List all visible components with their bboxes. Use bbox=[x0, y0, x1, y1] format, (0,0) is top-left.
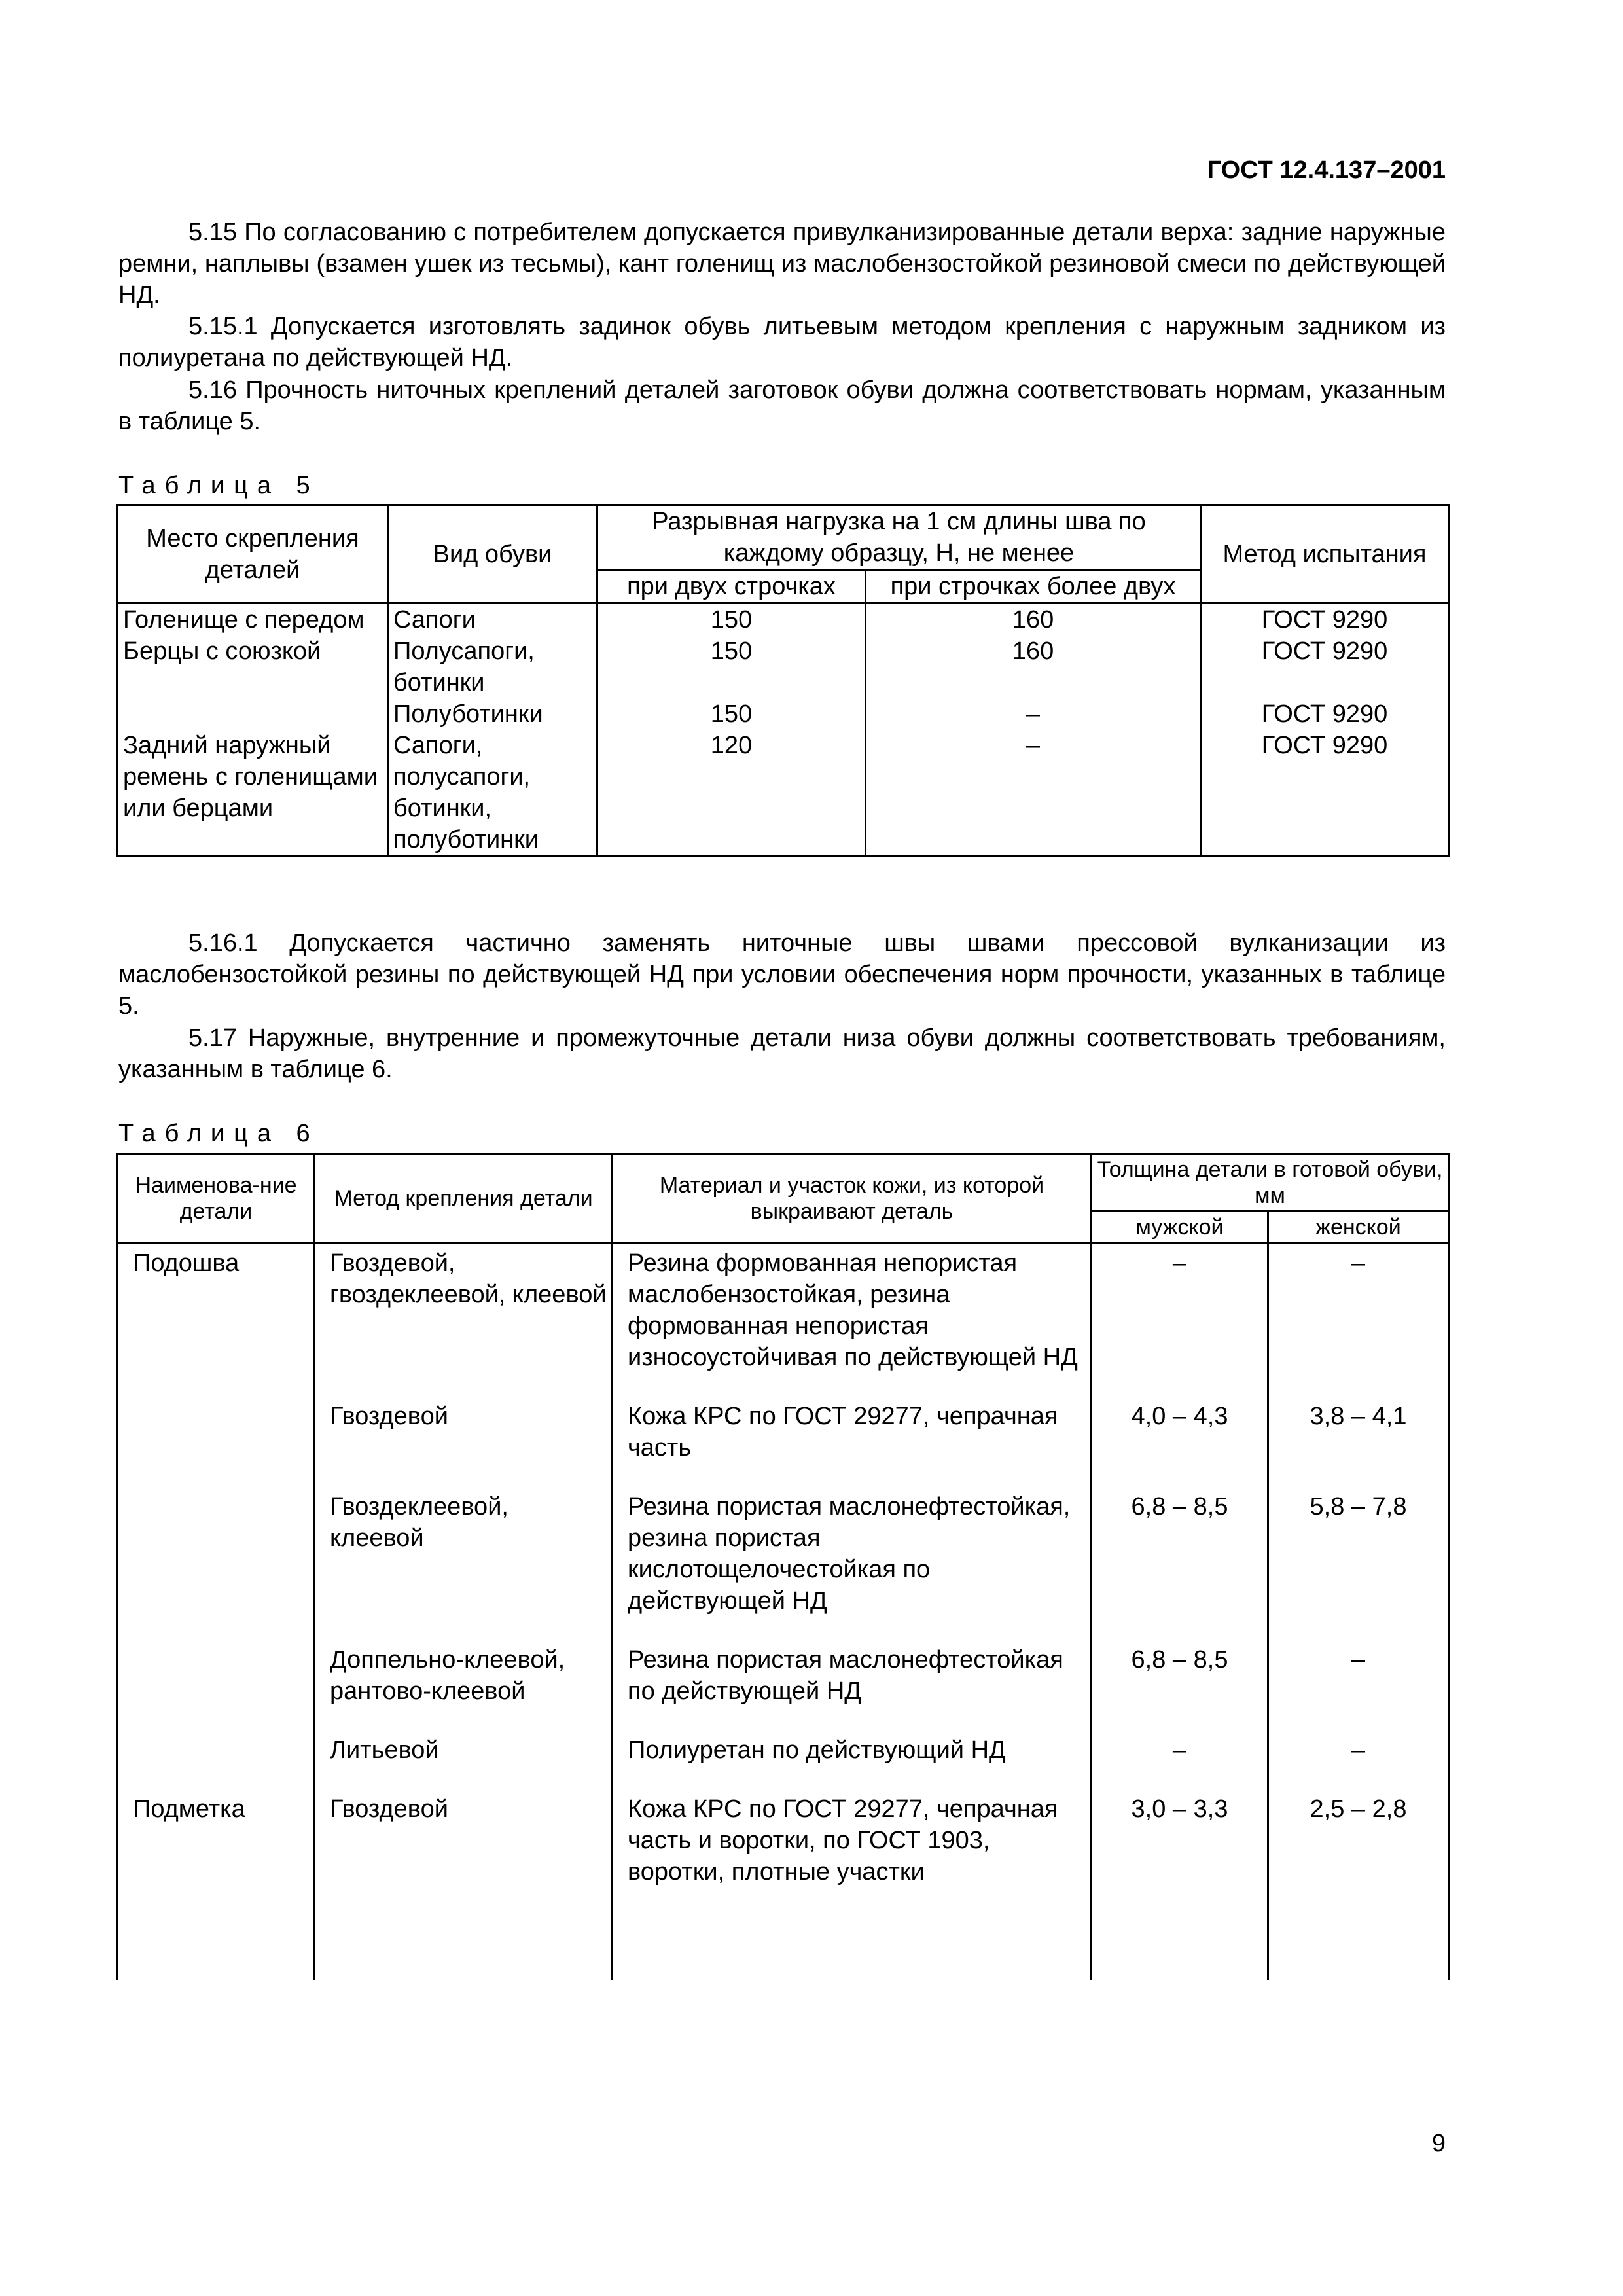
paragraph-5-16-1 bbox=[118, 927, 1446, 1022]
t5-cell-method: ГОСТ 9290 bbox=[1201, 698, 1449, 730]
t6-cell-name: Подметка bbox=[118, 1789, 315, 1980]
t6-cell-female: – bbox=[1268, 1731, 1449, 1789]
t5-cell-method: ГОСТ 9290 bbox=[1201, 636, 1449, 698]
t6-cell-material: Кожа КРС по ГОСТ 29277, чепрачная часть и воротки, по ГОСТ 1903, воротки, плотные участки bbox=[613, 1789, 1092, 1980]
t5-header-method: Метод испытания bbox=[1201, 505, 1449, 603]
t6-cell-method: Гвоздевой bbox=[315, 1789, 613, 1980]
t6-cell-male: 4,0 – 4,3 bbox=[1092, 1397, 1268, 1487]
t5-cell-place: Задний наружный ремень с голенищами или берцами bbox=[118, 730, 388, 857]
paragraph-5-16 bbox=[118, 374, 1446, 437]
t5-cell-more: – bbox=[866, 730, 1201, 857]
t6-cell-male: 3,0 – 3,3 bbox=[1092, 1789, 1268, 1980]
t5-cell-shoe: Полусапоги, ботинки bbox=[388, 636, 597, 698]
t6-cell-female: 2,5 – 2,8 bbox=[1268, 1789, 1449, 1980]
t6-cell-method: Гвоздеклеевой, клеевой bbox=[315, 1487, 613, 1640]
t6-header-method: Метод крепления детали bbox=[315, 1154, 613, 1243]
t6-cell-name: Подошва bbox=[118, 1243, 315, 1397]
paragraph-5-15-1 bbox=[118, 311, 1446, 374]
table-row bbox=[118, 1789, 1449, 1980]
t6-cell-material: Резина формованная непористая маслобензостойкая, резина формованная непористая износоустойчивая по действующей НД bbox=[613, 1243, 1092, 1397]
paragraph-5-15 bbox=[118, 217, 1446, 311]
t6-cell-male: – bbox=[1092, 1731, 1268, 1789]
t5-header-more: при строчках более двух bbox=[866, 570, 1201, 603]
table-row bbox=[118, 1397, 1449, 1487]
document-header: ГОСТ 12.4.137–2001 bbox=[1207, 156, 1446, 184]
t5-cell-more: 160 bbox=[866, 636, 1201, 698]
t5-cell-place: Берцы с союзкой bbox=[118, 636, 388, 698]
t5-cell-more: 160 bbox=[866, 603, 1201, 636]
table-row bbox=[118, 730, 1449, 857]
t6-cell-method: Доппельно-клеевой, рантово-клеевой bbox=[315, 1640, 613, 1731]
table-row bbox=[118, 636, 1449, 698]
paragraph-5-17 bbox=[118, 1022, 1446, 1085]
t5-header-two: при двух строчках bbox=[597, 570, 866, 603]
t6-header-thickness: Толщина детали в готовой обуви, мм bbox=[1092, 1154, 1449, 1211]
t6-cell-name bbox=[118, 1640, 315, 1731]
t6-cell-name bbox=[118, 1397, 315, 1487]
t5-cell-two: 150 bbox=[597, 603, 866, 636]
t6-cell-female: 3,8 – 4,1 bbox=[1268, 1397, 1449, 1487]
t6-cell-material: Кожа КРС по ГОСТ 29277, чепрачная часть bbox=[613, 1397, 1092, 1487]
t5-cell-shoe: Сапоги, полусапоги, ботинки, полуботинки bbox=[388, 730, 597, 857]
t6-header-material: Материал и участок кожи, из которой выкраивают деталь bbox=[613, 1154, 1092, 1243]
t5-cell-shoe: Полуботинки bbox=[388, 698, 597, 730]
page-number: 9 bbox=[1431, 2130, 1446, 2157]
t5-header-load: Разрывная нагрузка на 1 см длины шва по каждому образцу, Н, не менее bbox=[597, 505, 1201, 570]
t6-cell-male: 6,8 – 8,5 bbox=[1092, 1640, 1268, 1731]
table-row bbox=[118, 603, 1449, 636]
t6-header-name: Наименова-ние детали bbox=[118, 1154, 315, 1243]
t6-cell-material: Резина пористая маслонефтестойкая по действующей НД bbox=[613, 1640, 1092, 1731]
t6-cell-male: 6,8 – 8,5 bbox=[1092, 1487, 1268, 1640]
t6-cell-name bbox=[118, 1487, 315, 1640]
table6-caption: Таблица 6 bbox=[118, 1120, 319, 1147]
t6-cell-material: Полиуретан по действующий НД bbox=[613, 1731, 1092, 1789]
t5-cell-place bbox=[118, 698, 388, 730]
t6-header-male: мужской bbox=[1092, 1211, 1268, 1243]
table-row bbox=[118, 1487, 1449, 1640]
t6-cell-method: Гвоздевой bbox=[315, 1397, 613, 1487]
table-5 bbox=[116, 504, 1450, 857]
t5-cell-two: 150 bbox=[597, 698, 866, 730]
t5-cell-more: – bbox=[866, 698, 1201, 730]
t6-cell-method: Гвоздевой, гвоздеклеевой, клеевой bbox=[315, 1243, 613, 1397]
t5-header-shoe: Вид обуви bbox=[388, 505, 597, 603]
table-6 bbox=[116, 1153, 1450, 1980]
table-row bbox=[118, 1243, 1449, 1397]
t5-header-place: Место скрепления деталей bbox=[118, 505, 388, 603]
table5-caption: Таблица 5 bbox=[118, 472, 319, 499]
t5-cell-method: ГОСТ 9290 bbox=[1201, 603, 1449, 636]
paragraph-5-16-text: 5.16 Прочность ниточных креплений деталей заготовок обуви должна соответствовать нормам, указанным в таблице 5. bbox=[118, 376, 1446, 435]
paragraph-5-15-text: 5.15 По согласованию с потребителем допускается привулканизированные детали верха: задние наружные ремни, наплывы (взамен ушек из тесьмы), кант голенищ из маслобензостойкой резиновой смеси по действующей НД. bbox=[118, 219, 1446, 309]
t5-cell-shoe: Сапоги bbox=[388, 603, 597, 636]
table-row bbox=[118, 698, 1449, 730]
t6-cell-male: – bbox=[1092, 1243, 1268, 1397]
paragraph-5-16-1-text: 5.16.1 Допускается частично заменять ниточные швы швами прессовой вулканизации из маслобензостойкой резины по действующей НД при условии обеспечения норм прочности, указанных в таблице 5. bbox=[118, 929, 1446, 1020]
t6-cell-material: Резина пористая маслонефтестойкая, резина пористая кислотощелочестойкая по действующей НД bbox=[613, 1487, 1092, 1640]
table-row bbox=[118, 1731, 1449, 1789]
t6-cell-female: – bbox=[1268, 1243, 1449, 1397]
paragraph-5-17-text: 5.17 Наружные, внутренние и промежуточные детали низа обуви должны соответствовать требованиям, указанным в таблице 6. bbox=[118, 1024, 1446, 1083]
t6-cell-female: 5,8 – 7,8 bbox=[1268, 1487, 1449, 1640]
table-row bbox=[118, 1640, 1449, 1731]
paragraph-5-15-1-text: 5.15.1 Допускается изготовлять задинок обувь литьевым методом крепления с наружным задником из полиуретана по действующей НД. bbox=[118, 313, 1446, 372]
t5-cell-method: ГОСТ 9290 bbox=[1201, 730, 1449, 857]
t6-header-female: женской bbox=[1268, 1211, 1449, 1243]
t5-cell-two: 120 bbox=[597, 730, 866, 857]
t6-cell-female: – bbox=[1268, 1640, 1449, 1731]
t5-cell-place: Голенище с передом bbox=[118, 603, 388, 636]
t6-cell-method: Литьевой bbox=[315, 1731, 613, 1789]
t6-cell-name bbox=[118, 1731, 315, 1789]
t5-cell-two: 150 bbox=[597, 636, 866, 698]
